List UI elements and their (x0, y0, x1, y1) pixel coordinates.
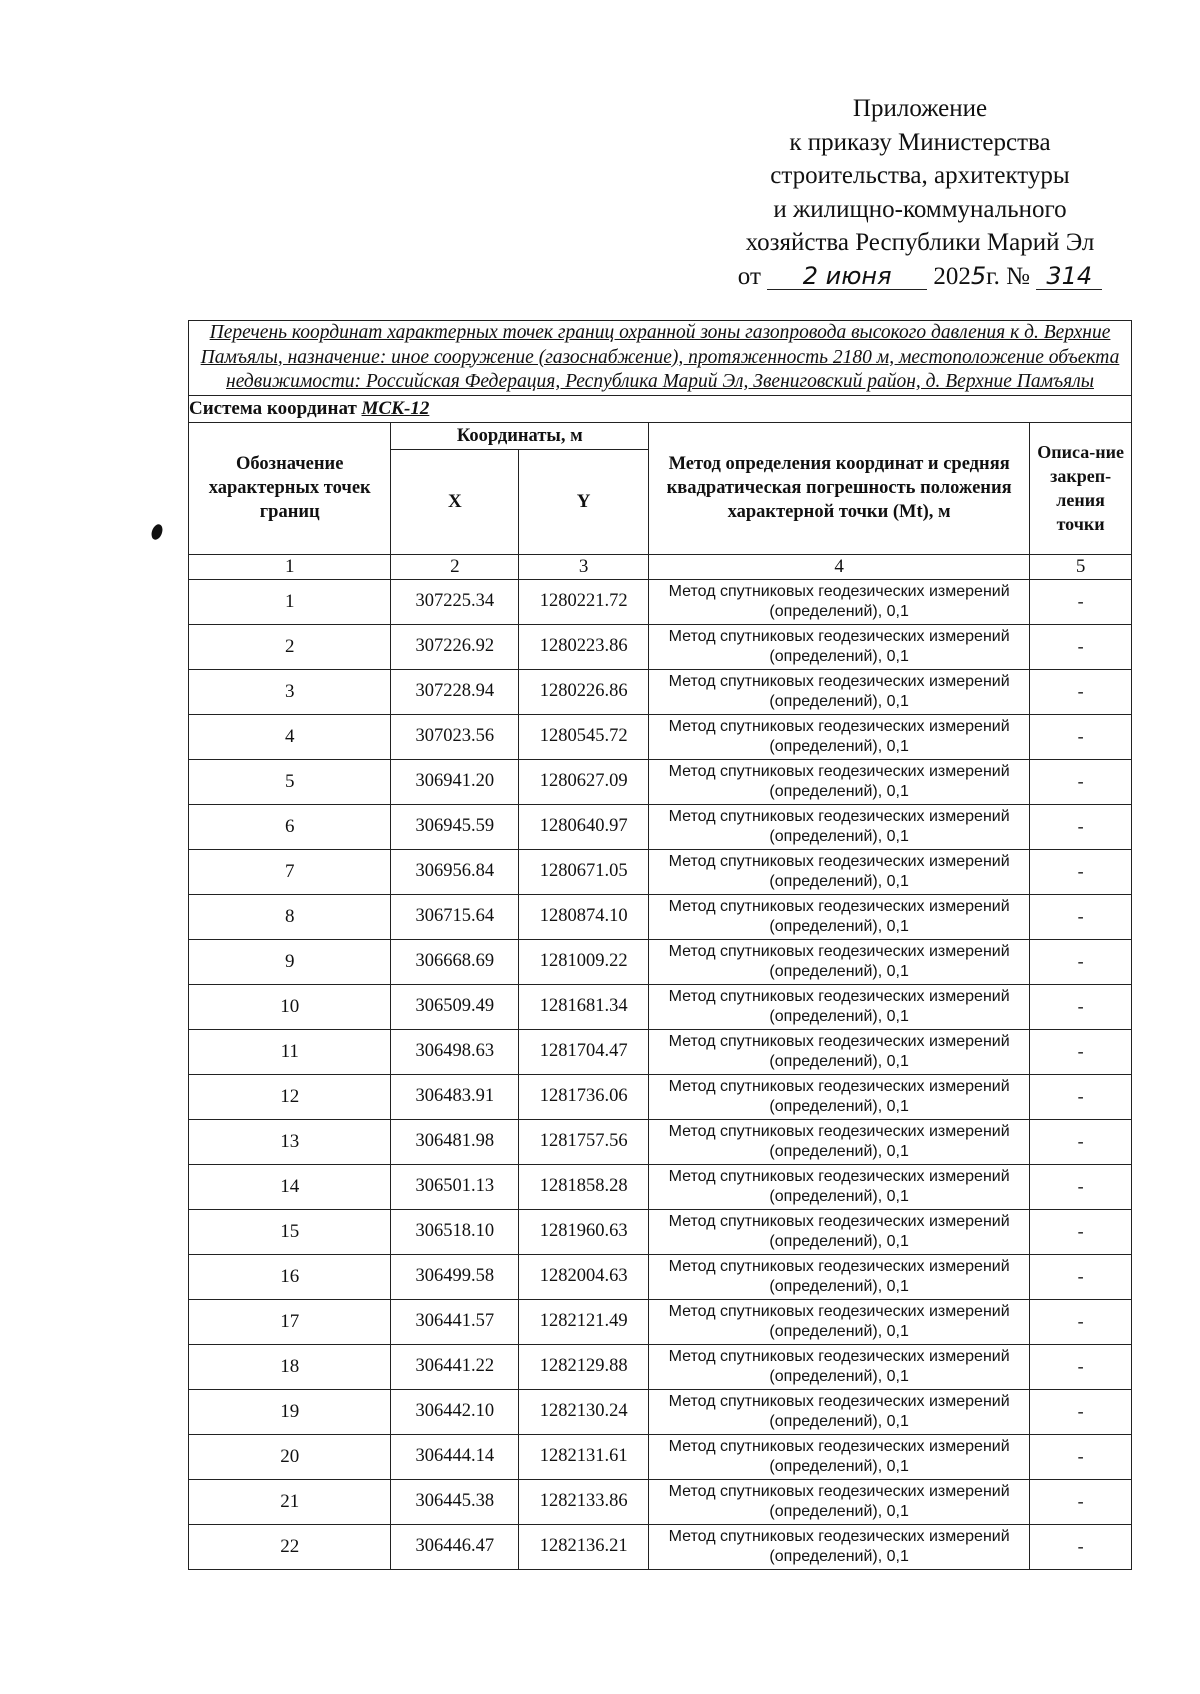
header-x: X (391, 449, 519, 554)
header-line: строительства, архитектуры (770, 162, 1070, 189)
y-cell: 1280545.72 (519, 714, 649, 759)
y-cell: 1281736.06 (519, 1074, 649, 1119)
point-cell: 3 (189, 669, 391, 714)
appendix-header (690, 92, 1150, 293)
table-row (189, 624, 1132, 669)
description-cell: - (1030, 669, 1132, 714)
method-cell: Метод спутниковых геодезических измерений (определений), 0,1 (649, 894, 1030, 939)
year-suffix: г. № (986, 262, 1030, 290)
x-cell: 307228.94 (391, 669, 519, 714)
x-cell: 306518.10 (391, 1209, 519, 1254)
method-cell: Метод спутниковых геодезических измерений (определений), 0,1 (649, 1209, 1030, 1254)
x-cell: 306442.10 (391, 1389, 519, 1434)
method-cell: Метод спутниковых геодезических измерений (определений), 0,1 (649, 1299, 1030, 1344)
method-cell: Метод спутниковых геодезических измерений (определений), 0,1 (649, 1389, 1030, 1434)
point-cell: 11 (189, 1029, 391, 1074)
table-row (189, 714, 1132, 759)
method-cell: Метод спутниковых геодезических измерений (определений), 0,1 (649, 669, 1030, 714)
y-cell: 1282129.88 (519, 1344, 649, 1389)
table-row (189, 1344, 1132, 1389)
description-cell: - (1030, 1344, 1132, 1389)
order-date-line (690, 260, 1150, 294)
y-cell: 1280226.86 (519, 669, 649, 714)
table-row (189, 1209, 1132, 1254)
y-cell: 1282133.86 (519, 1479, 649, 1524)
point-cell: 19 (189, 1389, 391, 1434)
x-cell: 306715.64 (391, 894, 519, 939)
x-cell: 306446.47 (391, 1524, 519, 1569)
header-line: к приказу Министерства (789, 128, 1051, 156)
table-row (189, 1254, 1132, 1299)
header-point-description: Описа-ние закреп-ления точки (1030, 422, 1132, 554)
y-cell: 1281009.22 (519, 939, 649, 984)
y-cell: 1280874.10 (519, 894, 649, 939)
table-row (189, 669, 1132, 714)
method-cell: Метод спутниковых геодезических измерений (определений), 0,1 (649, 714, 1030, 759)
column-number: 4 (649, 554, 1030, 579)
description-cell: - (1030, 939, 1132, 984)
point-cell: 5 (189, 759, 391, 804)
x-cell: 306441.22 (391, 1344, 519, 1389)
coordinate-system-label: Система координат (189, 397, 357, 419)
header-coordinates: Координаты, м (391, 422, 649, 449)
description-cell: - (1030, 984, 1132, 1029)
method-cell: Метод спутниковых геодезических измерений (определений), 0,1 (649, 939, 1030, 984)
point-cell: 2 (189, 624, 391, 669)
coordinate-system-row (189, 395, 1132, 422)
x-cell: 307225.34 (391, 579, 519, 624)
description-cell: - (1030, 894, 1132, 939)
table-row (189, 1119, 1132, 1164)
table-row (189, 804, 1132, 849)
description-cell: - (1030, 1119, 1132, 1164)
method-cell: Метод спутниковых геодезических измерений (определений), 0,1 (649, 1524, 1030, 1569)
y-cell: 1282130.24 (519, 1389, 649, 1434)
point-cell: 21 (189, 1479, 391, 1524)
point-cell: 1 (189, 579, 391, 624)
method-cell: Метод спутниковых геодезических измерений (определений), 0,1 (649, 849, 1030, 894)
y-cell: 1282131.61 (519, 1434, 649, 1479)
method-cell: Метод спутниковых геодезических измерений (определений), 0,1 (649, 1254, 1030, 1299)
description-cell: - (1030, 1524, 1132, 1569)
x-cell: 306483.91 (391, 1074, 519, 1119)
x-cell: 306445.38 (391, 1479, 519, 1524)
point-cell: 4 (189, 714, 391, 759)
y-cell: 1282004.63 (519, 1254, 649, 1299)
description-cell: - (1030, 1164, 1132, 1209)
table-row (189, 894, 1132, 939)
description-cell: - (1030, 1479, 1132, 1524)
table-body (189, 579, 1132, 1569)
method-cell: Метод спутниковых геодезических измерений (определений), 0,1 (649, 984, 1030, 1029)
header-point-designation: Обозначение характерных точек границ (189, 422, 391, 554)
point-cell: 6 (189, 804, 391, 849)
y-cell: 1282136.21 (519, 1524, 649, 1569)
method-cell: Метод спутниковых геодезических измерений (определений), 0,1 (649, 1119, 1030, 1164)
x-cell: 307226.92 (391, 624, 519, 669)
description-cell: - (1030, 1299, 1132, 1344)
y-cell: 1280223.86 (519, 624, 649, 669)
table-row (189, 1299, 1132, 1344)
x-cell: 306668.69 (391, 939, 519, 984)
description-cell: - (1030, 1074, 1132, 1119)
method-cell: Метод спутниковых геодезических измерений (определений), 0,1 (649, 1164, 1030, 1209)
table-row (189, 1029, 1132, 1074)
x-cell: 307023.56 (391, 714, 519, 759)
description-cell: - (1030, 804, 1132, 849)
y-cell: 1280221.72 (519, 579, 649, 624)
table-caption: Перечень координат характерных точек границ охранной зоны газопровода высокого давления к д. Верхние Памъялы, назначение: иное сооружение (газоснабжение), протяженность 2180 м, местоположение объекта недвижимости: Российская Федерация, Республика Марий Эл, Звениговский район, д. Верхние Памъялы (189, 321, 1132, 396)
x-cell: 306509.49 (391, 984, 519, 1029)
y-cell: 1281681.34 (519, 984, 649, 1029)
x-cell: 306481.98 (391, 1119, 519, 1164)
column-number: 1 (189, 554, 391, 579)
column-numbers-row (189, 554, 1132, 579)
description-cell: - (1030, 1254, 1132, 1299)
x-cell: 306444.14 (391, 1434, 519, 1479)
description-cell: - (1030, 624, 1132, 669)
y-cell: 1281960.63 (519, 1209, 649, 1254)
method-cell: Метод спутниковых геодезических измерений (определений), 0,1 (649, 1434, 1030, 1479)
point-cell: 20 (189, 1434, 391, 1479)
handwritten-order-number: 314 (1036, 263, 1102, 290)
point-cell: 15 (189, 1209, 391, 1254)
year-prefix: 202 (933, 262, 971, 290)
table-row (189, 939, 1132, 984)
x-cell: 306956.84 (391, 849, 519, 894)
point-cell: 13 (189, 1119, 391, 1164)
table-row (189, 579, 1132, 624)
point-cell: 10 (189, 984, 391, 1029)
column-number: 5 (1030, 554, 1132, 579)
point-cell: 18 (189, 1344, 391, 1389)
y-cell: 1282121.49 (519, 1299, 649, 1344)
description-cell: - (1030, 849, 1132, 894)
point-cell: 22 (189, 1524, 391, 1569)
method-cell: Метод спутниковых геодезических измерений (определений), 0,1 (649, 804, 1030, 849)
header-y: Y (519, 449, 649, 554)
y-cell: 1281757.56 (519, 1119, 649, 1164)
table-row (189, 1434, 1132, 1479)
ink-dot (150, 523, 165, 541)
method-cell: Метод спутниковых геодезических измерений (определений), 0,1 (649, 1029, 1030, 1074)
y-cell: 1280640.97 (519, 804, 649, 849)
point-cell: 8 (189, 894, 391, 939)
x-cell: 306945.59 (391, 804, 519, 849)
from-label: от (737, 262, 761, 290)
header-method: Метод определения координат и средняя квадратическая погрешность положения характерной точки (Mt), м (649, 422, 1030, 554)
description-cell: - (1030, 1434, 1132, 1479)
header-line: и жилищно-коммунального (773, 195, 1067, 223)
point-cell: 7 (189, 849, 391, 894)
description-cell: - (1030, 1029, 1132, 1074)
column-number: 2 (391, 554, 519, 579)
column-number: 3 (519, 554, 649, 579)
y-cell: 1280671.05 (519, 849, 649, 894)
handwritten-date: 2 июня (767, 263, 927, 290)
method-cell: Метод спутниковых геодезических измерений (определений), 0,1 (649, 759, 1030, 804)
y-cell: 1281704.47 (519, 1029, 649, 1074)
header-line: Приложение (852, 95, 988, 122)
point-cell: 12 (189, 1074, 391, 1119)
x-cell: 306441.57 (391, 1299, 519, 1344)
method-cell: Метод спутниковых геодезических измерений (определений), 0,1 (649, 1479, 1030, 1524)
table-row (189, 984, 1132, 1029)
table-row (189, 1074, 1132, 1119)
coordinate-system-value: МСК-12 (361, 397, 430, 419)
x-cell: 306501.13 (391, 1164, 519, 1209)
x-cell: 306941.20 (391, 759, 519, 804)
table-row (189, 1389, 1132, 1434)
description-cell: - (1030, 1209, 1132, 1254)
table-row (189, 1479, 1132, 1524)
method-cell: Метод спутниковых геодезических измерений (определений), 0,1 (649, 579, 1030, 624)
description-cell: - (1030, 759, 1132, 804)
table-row (189, 1164, 1132, 1209)
handwritten-year-digit: 5 (970, 261, 987, 290)
description-cell: - (1030, 579, 1132, 624)
header-line: хозяйства Республики Марий Эл (745, 229, 1095, 256)
point-cell: 17 (189, 1299, 391, 1344)
table-row (189, 849, 1132, 894)
y-cell: 1281858.28 (519, 1164, 649, 1209)
method-cell: Метод спутниковых геодезических измерений (определений), 0,1 (649, 624, 1030, 669)
method-cell: Метод спутниковых геодезических измерений (определений), 0,1 (649, 1074, 1030, 1119)
table-row (189, 1524, 1132, 1569)
description-cell: - (1030, 1389, 1132, 1434)
point-cell: 16 (189, 1254, 391, 1299)
y-cell: 1280627.09 (519, 759, 649, 804)
x-cell: 306498.63 (391, 1029, 519, 1074)
coordinates-table (188, 320, 1132, 1570)
method-cell: Метод спутниковых геодезических измерений (определений), 0,1 (649, 1344, 1030, 1389)
point-cell: 9 (189, 939, 391, 984)
table-row (189, 759, 1132, 804)
x-cell: 306499.58 (391, 1254, 519, 1299)
point-cell: 14 (189, 1164, 391, 1209)
description-cell: - (1030, 714, 1132, 759)
